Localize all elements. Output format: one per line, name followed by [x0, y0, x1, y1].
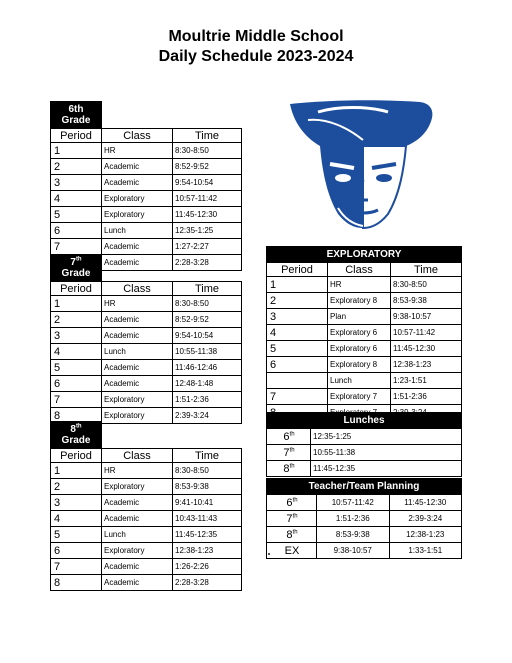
- class-cell: Academic: [102, 511, 173, 527]
- table-row: [51, 143, 242, 159]
- time-cell: 2:39-3:24: [173, 408, 242, 424]
- class-cell: Exploratory: [102, 479, 173, 495]
- class-cell: Academic: [102, 159, 173, 175]
- planning-row: [267, 511, 462, 527]
- time-cell: 10:43-11:43: [173, 511, 242, 527]
- grade-number: EX: [284, 544, 300, 557]
- class-cell: Lunch: [328, 373, 391, 389]
- time-cell: 9:38-10:57: [391, 309, 462, 325]
- time-cell: 8:30-8:50: [173, 143, 242, 159]
- grade-cell: [267, 429, 311, 445]
- period-header: Period: [51, 449, 102, 463]
- class-cell: HR: [102, 463, 173, 479]
- table-row: [267, 373, 462, 389]
- class-cell: Academic: [102, 495, 173, 511]
- grade8-table: [50, 421, 242, 591]
- period-cell: 7: [51, 239, 102, 255]
- table-row: [267, 341, 462, 357]
- grade6-column-headers: [51, 129, 242, 143]
- time-cell: 12:48-1:48: [173, 376, 242, 392]
- time-cell: 1:26-2:26: [173, 559, 242, 575]
- team-planning-title: Teacher/Team Planning: [267, 479, 462, 495]
- class-cell: Academic: [102, 575, 173, 591]
- class-cell: Academic: [102, 175, 173, 191]
- exploratory-column-headers: [267, 263, 462, 277]
- time-cell: 1:27-2:27: [173, 239, 242, 255]
- table-row: [267, 325, 462, 341]
- grade-suffix: th: [289, 462, 295, 469]
- time-cell: 11:46-12:46: [173, 360, 242, 376]
- lunch-time-cell: 11:45-12:35: [311, 461, 462, 477]
- planning-row: [267, 495, 462, 511]
- class-cell: Academic: [102, 312, 173, 328]
- class-cell: Exploratory: [102, 408, 173, 424]
- class-cell: Academic: [102, 360, 173, 376]
- class-cell: Exploratory 6: [328, 341, 391, 357]
- table-row: [51, 575, 242, 591]
- stray-mark: [268, 553, 270, 555]
- period-cell: 2: [51, 479, 102, 495]
- period-header: Period: [267, 263, 328, 277]
- period-cell: 7: [267, 389, 328, 405]
- grade-cell: [267, 543, 317, 559]
- class-cell: Lunch: [102, 344, 173, 360]
- period-cell: 8: [51, 575, 102, 591]
- period-cell: 4: [51, 191, 102, 207]
- planning-time-b: 11:45-12:30: [389, 495, 462, 511]
- grade8-number: 8: [70, 424, 76, 435]
- period-cell: 2: [51, 312, 102, 328]
- lunch-row: [267, 445, 462, 461]
- time-cell: 11:45-12:30: [173, 207, 242, 223]
- time-cell: 8:52-9:52: [173, 312, 242, 328]
- time-cell: 12:35-1:25: [173, 223, 242, 239]
- class-cell: Academic: [102, 376, 173, 392]
- table-row: [51, 495, 242, 511]
- planning-time-b: 12:38-1:23: [389, 527, 462, 543]
- grade-number: 7: [283, 446, 290, 459]
- period-cell: 2: [267, 293, 328, 309]
- time-cell: 8:30-8:50: [391, 277, 462, 293]
- period-cell: 2: [51, 159, 102, 175]
- period-cell: 3: [51, 175, 102, 191]
- grade-number: 6: [286, 496, 293, 509]
- grade-cell: [267, 527, 317, 543]
- period-cell: 1: [267, 277, 328, 293]
- lunch-time-cell: 10:55-11:38: [311, 445, 462, 461]
- class-cell: Exploratory: [102, 207, 173, 223]
- class-cell: Academic: [102, 328, 173, 344]
- period-cell: 6: [51, 223, 102, 239]
- grade6-table: [50, 101, 242, 271]
- grade-number: 8: [286, 528, 293, 541]
- time-cell: 2:28-3:28: [173, 575, 242, 591]
- class-header: Class: [102, 282, 173, 296]
- period-cell: 3: [51, 495, 102, 511]
- period-cell: 4: [267, 325, 328, 341]
- planning-time-a: 8:53-9:38: [317, 527, 390, 543]
- table-row: [51, 511, 242, 527]
- time-header: Time: [391, 263, 462, 277]
- time-cell: 8:53-9:38: [173, 479, 242, 495]
- table-row: [51, 223, 242, 239]
- period-cell: 6: [51, 543, 102, 559]
- grade-cell: [267, 445, 311, 461]
- class-cell: Academic: [102, 255, 173, 271]
- planning-time-b: 1:33-1:51: [389, 543, 462, 559]
- time-cell: 8:53-9:38: [391, 293, 462, 309]
- grade7-word: Grade: [61, 268, 91, 279]
- time-cell: 8:52-9:52: [173, 159, 242, 175]
- time-cell: 9:41-10:41: [173, 495, 242, 511]
- time-cell: 1:23-1:51: [391, 373, 462, 389]
- time-cell: 8:30-8:50: [173, 463, 242, 479]
- grade-suffix: th: [292, 496, 298, 503]
- period-header: Period: [51, 282, 102, 296]
- class-header: Class: [102, 129, 173, 143]
- table-row: [267, 277, 462, 293]
- time-cell: 12:38-1:23: [173, 543, 242, 559]
- grade8-header: [51, 422, 102, 449]
- planning-row: [267, 527, 462, 543]
- table-row: [51, 191, 242, 207]
- grade7-suffix: th: [75, 256, 82, 263]
- class-cell: Exploratory: [102, 392, 173, 408]
- grade6-number: 6th: [68, 104, 84, 115]
- period-cell: 4: [51, 344, 102, 360]
- class-header: Class: [328, 263, 391, 277]
- planning-time-b: 2:39-3:24: [389, 511, 462, 527]
- grade8-column-headers: [51, 449, 242, 463]
- table-row: [51, 296, 242, 312]
- table-row: [51, 376, 242, 392]
- period-cell: 5: [51, 207, 102, 223]
- period-header: Period: [51, 129, 102, 143]
- schedule-title: Daily Schedule 2023-2024: [158, 48, 354, 65]
- class-cell: Exploratory 7: [328, 389, 391, 405]
- exploratory-title: EXPLORATORY: [267, 247, 462, 263]
- lunch-row: [267, 429, 462, 445]
- period-cell: 1: [51, 143, 102, 159]
- grade-cell: [267, 511, 317, 527]
- period-cell: 1: [51, 296, 102, 312]
- grade7-number: 7: [70, 257, 76, 268]
- class-cell: Exploratory 8: [328, 357, 391, 373]
- time-cell: 8:30-8:50: [173, 296, 242, 312]
- table-row: [267, 357, 462, 373]
- lunches-table: [266, 412, 462, 477]
- time-cell: 1:51-2:36: [173, 392, 242, 408]
- table-row: [51, 360, 242, 376]
- period-cell: 5: [51, 527, 102, 543]
- grade-suffix: th: [292, 512, 298, 519]
- grade-cell: [267, 495, 317, 511]
- time-header: Time: [173, 449, 242, 463]
- time-cell: 9:54-10:54: [173, 328, 242, 344]
- period-cell: 8: [51, 408, 102, 424]
- grade7-header: [51, 255, 102, 282]
- grade7-column-headers: [51, 282, 242, 296]
- time-cell: 10:57-11:42: [391, 325, 462, 341]
- lunches-title: Lunches: [267, 413, 462, 429]
- table-row: [51, 239, 242, 255]
- table-row: [51, 463, 242, 479]
- grade-suffix: th: [289, 446, 295, 453]
- patriot-mascot-logo: [288, 98, 438, 230]
- time-cell: 10:57-11:42: [173, 191, 242, 207]
- table-row: [51, 328, 242, 344]
- planning-time-a: 10:57-11:42: [317, 495, 390, 511]
- table-row: [51, 175, 242, 191]
- class-header: Class: [102, 449, 173, 463]
- time-cell: 2:28-3:28: [173, 255, 242, 271]
- grade-suffix: th: [289, 430, 295, 437]
- period-cell: [267, 373, 328, 389]
- class-cell: Exploratory 8: [328, 293, 391, 309]
- time-cell: 10:55-11:38: [173, 344, 242, 360]
- time-cell: 11:45-12:35: [173, 527, 242, 543]
- grade6-word: Grade: [61, 115, 91, 126]
- time-header: Time: [173, 282, 242, 296]
- class-cell: HR: [328, 277, 391, 293]
- table-row: [267, 309, 462, 325]
- grade-number: 7: [286, 512, 293, 525]
- table-row: [51, 543, 242, 559]
- team-planning-table: [266, 478, 462, 559]
- lunch-time-cell: 12:35-1:25: [311, 429, 462, 445]
- planning-row: [267, 543, 462, 559]
- grade-cell: [267, 461, 311, 477]
- class-cell: Academic: [102, 559, 173, 575]
- grade7-header-spacer: [102, 255, 242, 282]
- class-cell: Exploratory 6: [328, 325, 391, 341]
- grade-number: 8: [283, 462, 290, 475]
- table-row: [267, 293, 462, 309]
- grade6-header-spacer: [102, 102, 242, 129]
- table-row: [51, 207, 242, 223]
- period-cell: 6: [51, 376, 102, 392]
- grade8-suffix: th: [75, 423, 82, 430]
- period-cell: 4: [51, 511, 102, 527]
- time-cell: 1:51-2:36: [391, 389, 462, 405]
- grade6-header: [51, 102, 102, 129]
- grade7-table: [50, 254, 242, 424]
- class-cell: HR: [102, 296, 173, 312]
- exploratory-table: [266, 246, 462, 421]
- table-row: [51, 344, 242, 360]
- table-row: [51, 527, 242, 543]
- planning-time-a: 9:38-10:57: [317, 543, 390, 559]
- grade-suffix: th: [292, 528, 298, 535]
- class-cell: HR: [102, 143, 173, 159]
- class-cell: Lunch: [102, 223, 173, 239]
- grade8-header-spacer: [102, 422, 242, 449]
- planning-time-a: 1:51-2:36: [317, 511, 390, 527]
- period-cell: 1: [51, 463, 102, 479]
- period-cell: 7: [51, 392, 102, 408]
- table-row: [51, 312, 242, 328]
- period-cell: 7: [51, 559, 102, 575]
- school-title: Moultrie Middle School: [168, 28, 344, 45]
- grade8-word: Grade: [61, 435, 91, 446]
- time-cell: 11:45-12:30: [391, 341, 462, 357]
- table-row: [51, 392, 242, 408]
- table-row: [51, 559, 242, 575]
- table-row: [51, 479, 242, 495]
- period-cell: 6: [267, 357, 328, 373]
- time-cell: 12:38-1:23: [391, 357, 462, 373]
- class-cell: Lunch: [102, 527, 173, 543]
- class-cell: Exploratory: [102, 191, 173, 207]
- grade-number: 6: [283, 430, 290, 443]
- table-row: [267, 389, 462, 405]
- period-cell: 3: [267, 309, 328, 325]
- lunch-row: [267, 461, 462, 477]
- class-cell: Academic: [102, 239, 173, 255]
- class-cell: Exploratory: [102, 543, 173, 559]
- time-cell: 9:54-10:54: [173, 175, 242, 191]
- period-cell: 3: [51, 328, 102, 344]
- period-cell: 5: [51, 360, 102, 376]
- period-cell: 5: [267, 341, 328, 357]
- time-header: Time: [173, 129, 242, 143]
- class-cell: Plan: [328, 309, 391, 325]
- table-row: [51, 159, 242, 175]
